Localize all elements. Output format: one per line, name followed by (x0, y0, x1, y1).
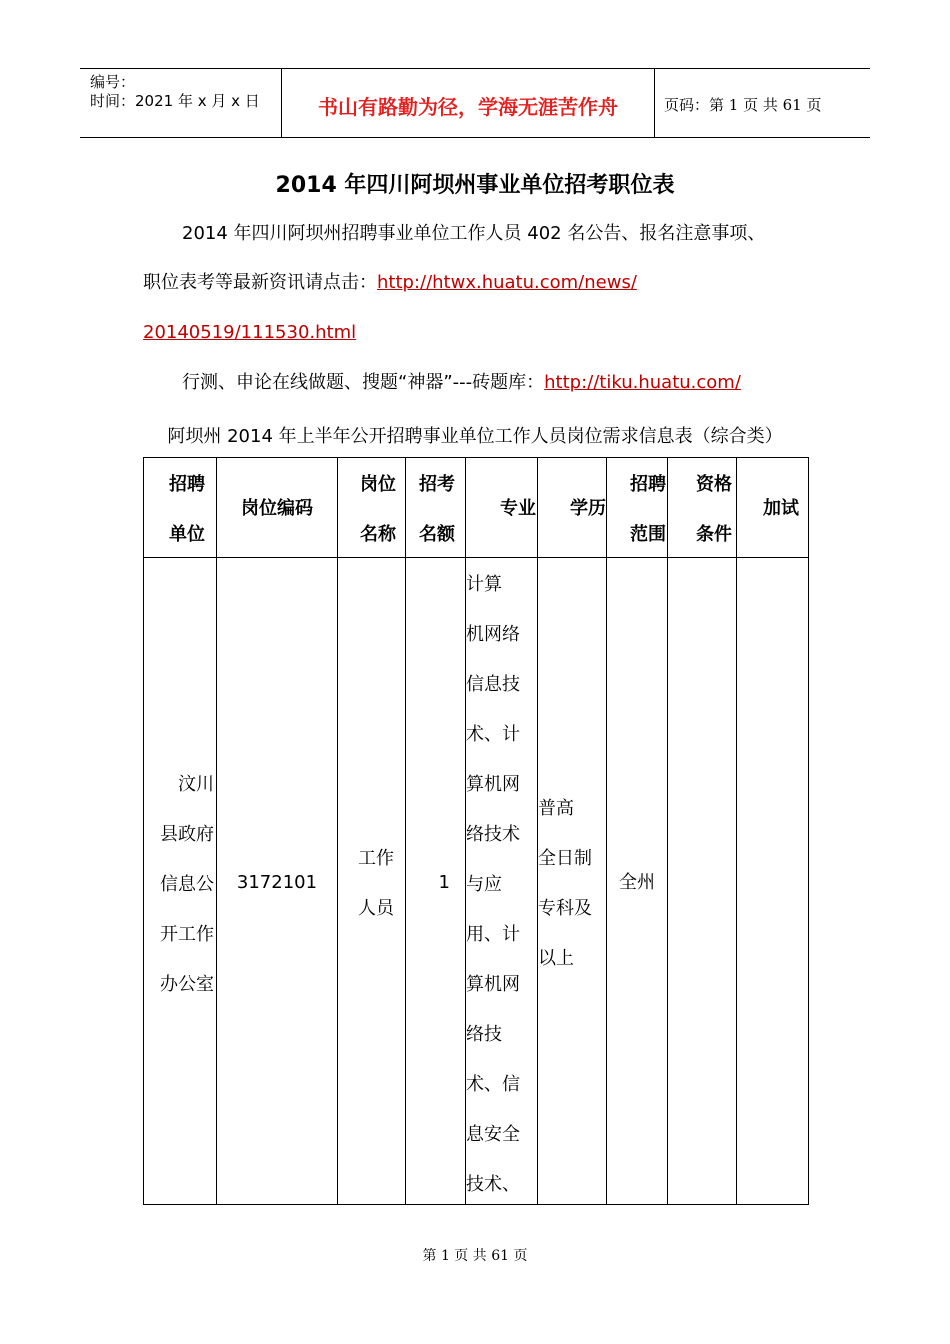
position-table (143, 457, 809, 1205)
column-divider (337, 458, 338, 1204)
column-divider (606, 458, 607, 1204)
header-divider (654, 69, 655, 137)
cell-unit: 汶川 县政府 信息公 开工作 办公室 (160, 774, 214, 995)
header-qualification: 资格 条件 (696, 474, 732, 545)
intro-line-2 (143, 272, 637, 294)
cell-quota: 1 (438, 872, 450, 893)
cell-education: 普高 全日制 专科及 以上 (538, 798, 592, 969)
header-quota: 招考 名额 (419, 474, 455, 545)
table-caption: 阿坝州 2014 年上半年公开招聘事业单位工作人员岗位需求信息表（综合类） (167, 426, 783, 447)
intro-line-1: 2014 年四川阿坝州招聘事业单位工作人员 402 名公告、报名注意事项、 (182, 223, 766, 244)
news-link-continued[interactable]: 20140519/111530.html (143, 322, 357, 343)
intro-line-3 (143, 322, 356, 344)
header-scope: 招聘 范围 (630, 474, 666, 545)
tiku-link[interactable]: http://tiku.huatu.com/ (544, 372, 741, 393)
column-divider (736, 458, 737, 1204)
header-exam: 加试 (763, 498, 799, 519)
header-position: 岗位 名称 (360, 474, 396, 545)
column-divider (405, 458, 406, 1204)
header-code: 岗位编码 (241, 498, 313, 519)
column-divider (216, 458, 217, 1204)
cell-code: 3172101 (236, 872, 318, 893)
column-divider (667, 458, 668, 1204)
header-page-info: 页码：第 1 页 共 61 页 (664, 96, 822, 114)
header-meta (90, 73, 260, 111)
header-major: 专业 (500, 498, 536, 519)
intro-line-2-text: 职位表考等最新资讯请点击： (143, 272, 377, 293)
number-label: 编号： (90, 73, 136, 91)
cell-position: 工作 人员 (358, 848, 394, 919)
header-education: 学历 (570, 498, 606, 519)
cell-major: 计算 机网络 信息技 术、计 算机网 络技术 与应 用、计 算机网 络技 术、信 息安全 技术、 (466, 574, 520, 1195)
time-label: 时间：2021 年 x 月 x 日 (90, 92, 260, 110)
header-motto: 书山有路勤为径，学海无涯苦作舟 (318, 95, 618, 119)
header-unit: 招聘 单位 (169, 474, 205, 545)
page-title: 2014 年四川阿坝州事业单位招考职位表 (275, 173, 675, 198)
intro-line-4-text: 行测、申论在线做题、搜题“神器”---砖题库： (182, 372, 545, 393)
news-link[interactable]: http://htwx.huatu.com/news/ (377, 272, 637, 293)
intro-line-4 (182, 372, 741, 394)
page-footer: 第 1 页 共 61 页 (422, 1248, 528, 1264)
document-header (80, 68, 870, 138)
cell-scope: 全州 (619, 872, 655, 893)
